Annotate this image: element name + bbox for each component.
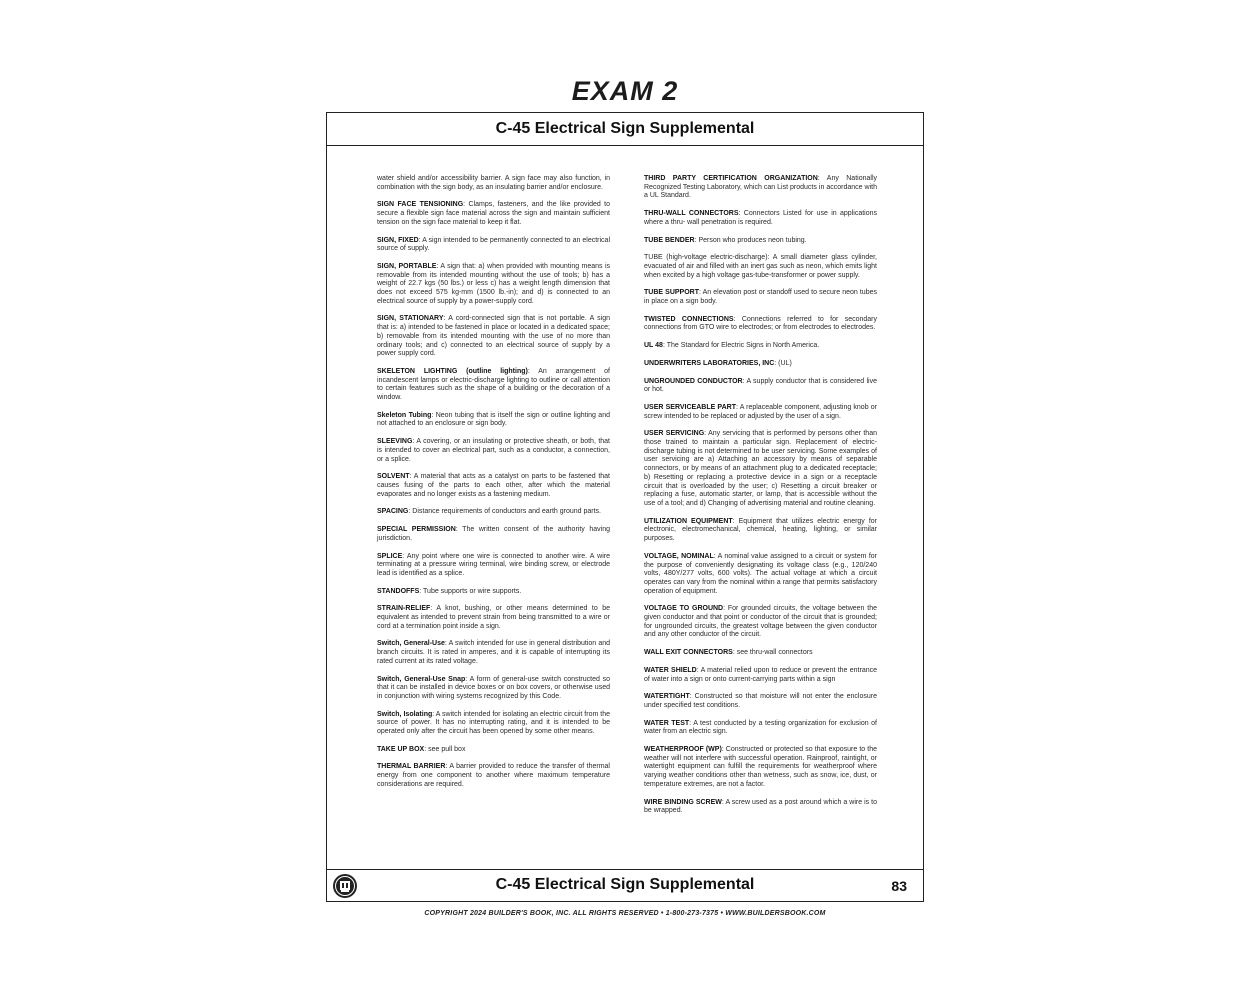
glossary-entry [644, 289, 877, 306]
glossary-definition: : Constructed so that moisture will not enter the enclosure under specified test conditions. [644, 693, 877, 709]
glossary-term: Skeleton Tubing [377, 411, 432, 419]
glossary-entry [644, 254, 877, 280]
glossary-definition: : A sign that: a) when provided with mounting means is removable from its intended mounting without the use of tools; b) has a weight of 22.7 kgs (50 lbs.) or less c) has a weight length dimension that does not exceed 575 kg-mm (1500 lb.-in); and d) is connected to an electrical source of supply by a power-supply cord. [377, 262, 610, 305]
glossary-definition: : Distance requirements of conductors and earth ground parts. [408, 508, 601, 516]
glossary-definition: : Connectors Listed for use in applications where a thru- wall penetration is required. [644, 210, 877, 226]
glossary-entry [377, 640, 610, 666]
page-header-title: C-45 Electrical Sign Supplemental [327, 113, 923, 146]
glossary-term: Switch, Isolating [377, 710, 433, 718]
glossary-term: WATERTIGHT [644, 693, 690, 701]
glossary-entry [644, 746, 877, 790]
glossary-definition: : A switch intended for isolating an electric circuit from the source of power. It has no interrupting rating, and it is intended to be operated only after the circuit has been opened by some other means. [377, 710, 610, 736]
glossary-entry [377, 175, 610, 192]
glossary-term: SPACING [377, 508, 409, 516]
glossary-term: USER SERVICEABLE PART [644, 403, 736, 411]
glossary-term: TUBE SUPPORT [644, 289, 699, 297]
glossary-entry [377, 263, 610, 307]
glossary-definition: : An elevation post or standoff used to secure neon tubes in place on a sign body. [644, 289, 877, 306]
glossary-entry [377, 368, 610, 403]
glossary-entry [644, 693, 877, 710]
glossary-definition: : see pull box [424, 745, 466, 753]
glossary-entry [644, 649, 877, 658]
glossary-term: SOLVENT [377, 473, 410, 481]
glossary-definition: : Connections referred to for secondary connections from GTO wire to electrodes; or from electrodes to electrodes. [644, 315, 877, 332]
glossary-term: STANDOFFS [377, 587, 420, 595]
glossary-entry [377, 588, 610, 597]
glossary-entry [377, 315, 610, 359]
copyright-line: COPYRIGHT 2024 BUILDER'S BOOK, INC. ALL RIGHTS RESERVED • 1-800-273-7375 • WWW.BUILDERSBOOK.COM [424, 910, 826, 917]
glossary-term: VOLTAGE, NOMINAL [644, 552, 714, 560]
glossary-term: TAKE UP BOX [377, 745, 425, 753]
glossary-definition: : A cord-connected sign that is not portable. A sign that is: a) intended to be fastened in place or located in a dedicated space; b) removable from its intended mounting with the use of no more than ordinary tools; and c) connected to an electrical source of supply by a power supply cord. [377, 315, 610, 358]
glossary-entry [377, 201, 610, 227]
glossary-definition: : For grounded circuits, the voltage between the given conductor and that point or conductor of the circuit that is grounded; for ungrounded circuits, the greatest voltage between the given conductor and any other conductor of the circuit. [644, 605, 877, 639]
glossary-definition: : An arrangement of incandescent lamps or electric-discharge lighting to outline or call attention to certain features such as the shape of a building or the decoration of a window. [377, 367, 610, 402]
glossary-definition: : Constructed or protected so that exposure to the weather will not interfere with successful operation. Rainproof, raintight, or watertight equipment can fulfill the requirements for weatherproof where varying weather conditions other than wetness, such as snow, ice, dust, or temperature extremes, are not a factor. [644, 746, 877, 788]
page-footer [327, 869, 923, 901]
glossary-definition: : Equipment that utilizes electric energy for electronic, electromechanical, chemical, heating, lighting, or similar purposes. [644, 517, 877, 543]
glossary-term: THRU-WALL CONNECTORS [644, 210, 739, 218]
glossary-entry [644, 404, 877, 421]
glossary-definition: : The written consent of the authority having jurisdiction. [377, 526, 610, 542]
glossary-definition: : Tube supports or wire supports. [419, 587, 522, 595]
glossary-term: UL 48 [644, 342, 663, 350]
glossary-entry [644, 378, 877, 395]
glossary-term: WIRE BINDING SCREW [644, 798, 722, 806]
glossary-term: WATER TEST [644, 719, 690, 727]
glossary-definition: : A knot, bushing, or other means determined to be equivalent as intended to prevent strain from being transmitted to a wire or cord at a termination point inside a sign. [377, 605, 610, 630]
glossary-entry [644, 316, 877, 333]
glossary-term: VOLTAGE TO GROUND [644, 605, 724, 613]
glossary-definition: : A covering, or an insulating or protective sheath, or both, that is intended to cover an electrical part, such as a conductor, a connection, or a splice. [377, 438, 610, 463]
glossary-entry [377, 553, 610, 579]
glossary-entry [377, 763, 610, 789]
glossary-term: WALL EXIT CONNECTORS [644, 649, 733, 657]
glossary-definition: : see thru-wall connectors [732, 649, 813, 657]
glossary-entry [377, 746, 610, 755]
glossary-definition: : A test conducted by a testing organization for exclusion of water from an electric sign. [644, 719, 877, 736]
glossary-definition: : (UL) [774, 359, 792, 367]
glossary-entry [377, 508, 610, 517]
glossary-term: SIGN, PORTABLE [377, 262, 437, 270]
glossary-entry [644, 799, 877, 816]
glossary-definition: : A material relied upon to reduce or prevent the entrance of water into a sign or onto current-carrying parts within a sign [644, 666, 877, 683]
glossary-entry [644, 237, 877, 246]
glossary-entry [644, 210, 877, 227]
glossary-definition: : Any servicing that is performed by persons other than those trained to maintain a particular sign. Replacement of electric-discharge tubing is not determined to be user servicing. Some examples of user servicing are a) Attaching an accessory by means of separable connectors, or by means of an attachment plug to a dedicated receptacle; b) Resetting or replacing a protective device in a sign or a receptacle circuit that is overloaded by the user; c) Resetting a circuit breaker or replacing a fuse, automatic starter, or lamp, that is accessible without the use of a tool; and d) Changing of advertising material and routine cleaning. [644, 430, 877, 507]
page-number: 83 [891, 878, 907, 894]
glossary-term: Switch, General-Use [377, 640, 445, 648]
glossary-term: WATER SHIELD [644, 666, 697, 674]
glossary-term: SPLICE [377, 552, 403, 560]
glossary-term: SPECIAL PERMISSION [377, 526, 456, 534]
glossary-entry [644, 605, 877, 640]
glossary-definition: : Any point where one wire is connected to another wire. A wire terminating at a pressure wiring terminal, wire binding screw, or electrode lead is identified as a splice. [377, 552, 610, 577]
glossary-entry [377, 412, 610, 429]
glossary-term: TWISTED CONNECTIONS [644, 315, 734, 323]
glossary-entry [377, 473, 610, 499]
glossary-entry [377, 605, 610, 631]
glossary-definition: : Person who produces neon tubing. [694, 236, 807, 244]
glossary-term: THERMAL BARRIER [377, 763, 446, 771]
glossary-definition: : The Standard for Electric Signs in North America. [662, 342, 820, 350]
glossary-term: UTILIZATION EQUIPMENT [644, 517, 733, 525]
glossary-term: SLEEVING [377, 438, 413, 446]
glossary-term: UNGROUNDED CONDUCTOR [644, 377, 743, 385]
glossary-entry [377, 237, 610, 254]
glossary-entry [644, 175, 877, 201]
glossary-definition: : A sign intended to be permanently connected to an electrical source of supply. [377, 236, 610, 253]
glossary-entry [644, 667, 877, 684]
glossary-entry [644, 518, 877, 544]
glossary-entry [644, 342, 877, 351]
glossary-term: UNDERWRITERS LABORATORIES, INC [644, 359, 775, 367]
glossary-term: TUBE BENDER [644, 236, 695, 244]
glossary-entry [377, 711, 610, 737]
glossary-definition: water shield and/or accessibility barrier. A sign face may also function, in combination with the sign body, as an insulating barrier and/or enclosure. [377, 175, 610, 191]
glossary-definition: : Any Nationally Recognized Testing Laboratory, which can List products in accordance with a UL Standard. [644, 175, 877, 200]
glossary-term: SIGN FACE TENSIONING [377, 201, 464, 209]
glossary-definition: TUBE (high-voltage electric-discharge): A small diameter glass cylinder, evacuated of air and filled with an inert gas such as neon, which emits light when excited by a high voltage gas-tube-transformer or power supply. [644, 254, 877, 279]
glossary-term: SIGN, FIXED [377, 236, 419, 244]
glossary-definition: : A barrier provided to reduce the transfer of thermal energy from one component to another where maximum temperature considerations are required. [377, 763, 610, 788]
glossary-definition: : A material that acts as a catalyst on parts to be fastened that causes fusing of the parts to each other, after which the material evaporates and no longer exists as a fastening medium. [377, 473, 610, 498]
glossary-entry [644, 430, 877, 508]
glossary-term: SKELETON LIGHTING (outline lighting) [377, 367, 528, 375]
glossary-term: WEATHERPROOF (WP) [644, 746, 722, 754]
glossary-term: STRAIN-RELIEF [377, 605, 431, 613]
glossary-entry [644, 720, 877, 737]
glossary-definition: : Clamps, fasteners, and the like provided to secure a flexible sign face material across the sign and maintain sufficient tension on the sign face material to keep it flat. [377, 201, 611, 226]
page-frame [326, 112, 924, 902]
exam-title: EXAM 2 [571, 76, 679, 106]
glossary-entry [377, 676, 610, 702]
glossary-term: SIGN, STATIONARY [377, 315, 444, 323]
glossary-term: Switch, General-Use Snap [377, 675, 466, 683]
glossary-definition: : A replaceable component, adjusting knob or screw intended to be replaced or adjusted by the user of a sign. [644, 403, 877, 420]
glossary-definition: : Neon tubing that is itself the sign or outline lighting and not attached to an enclosure or sign body. [377, 411, 610, 428]
glossary-definition: : A nominal value assigned to a circuit or system for the purpose of conveniently designating its voltage class (e.g., 120/240 volts, 480Y/277 volts, 600 volts). The actual voltage at which a circuit operates can vary from the nominal within a range that permits satisfactory operation of equipment. [644, 552, 877, 595]
glossary-definition: : A supply conductor that is considered live or hot. [644, 377, 877, 394]
glossary-entry [377, 438, 610, 464]
glossary-term: USER SERVICING [644, 430, 705, 438]
glossary-entry [644, 360, 877, 369]
left-column [377, 175, 610, 799]
right-column [644, 175, 877, 825]
footer-title: C-45 Electrical Sign Supplemental [495, 876, 755, 893]
glossary-definition: : A screw used as a post around which a wire is to be wrapped. [644, 798, 878, 815]
glossary-definition: : A form of general-use switch constructed so that it can be installed in device boxes or on box covers, or otherwise used in conjunction with wiring systems recognized by this Code. [377, 675, 610, 700]
glossary-term: THIRD PARTY CERTIFICATION ORGANIZATION [644, 175, 818, 182]
glossary-definition: : A switch intended for use in general distribution and branch circuits. It is rated in amperes, and it is capable of interrupting its rated current at its rated voltage. [377, 640, 611, 665]
glossary-entry [644, 553, 877, 597]
glossary-entry [377, 526, 610, 543]
